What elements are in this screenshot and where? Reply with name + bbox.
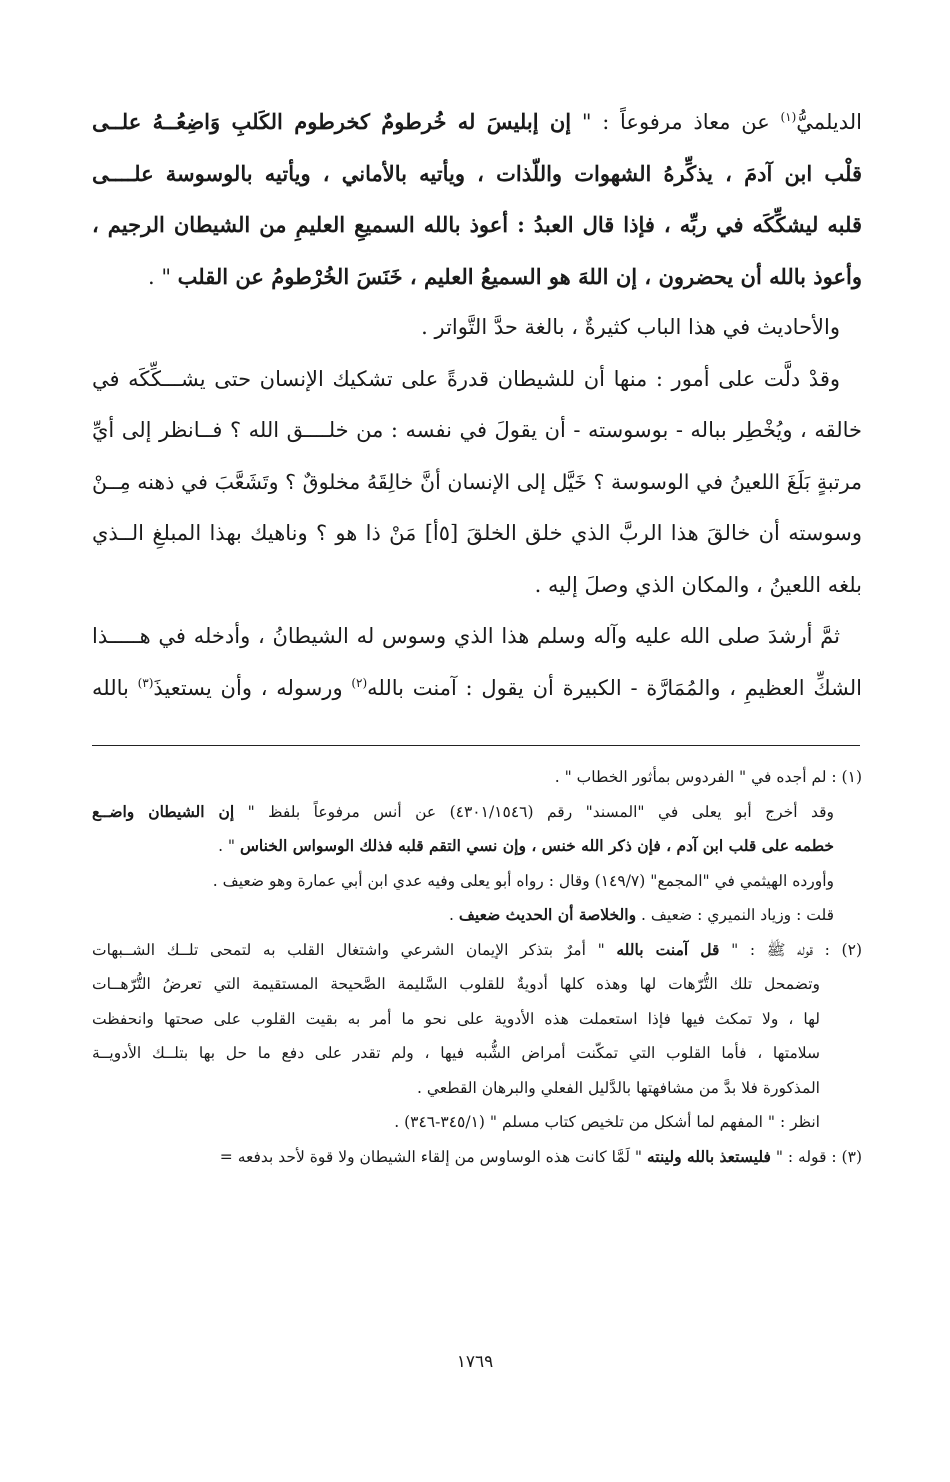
main-text-line	[92, 508, 862, 560]
footnote-line	[92, 967, 862, 1002]
footnote-line	[92, 760, 862, 795]
footnote-text-segment: سلامتها ، فأما القلوب التي تمكّنت أمراض الشُّبه فيها ، ولم تقدر على دفع ما حل بها بتلــك الأدويــة	[92, 1044, 820, 1062]
main-text-line	[92, 199, 862, 251]
main-text-line	[92, 611, 862, 663]
footnote-separator-line	[92, 745, 860, 746]
main-text-segment: " .	[147, 264, 178, 289]
footnote-text-segment: والخلاصة أن الحديث ضعيف	[458, 905, 637, 924]
main-text-segment: وقدْ دلَّت على أمور : منها أن للشيطان قدرةً على تشكيك الإنسان حتى يشـــكِّكَه في	[92, 366, 840, 391]
main-text-segment: قلبه ليشكِّكَه في ربِّه ، فإذا قال العبدُ : أعوذ بالله السميعِ العليمِ من الشيطان الرجيم ،	[92, 212, 862, 237]
main-text-line	[92, 354, 862, 406]
footnote-text-segment: وتضمحل تلك التُّرّهات لها وهذه كلها أدويةٌ للقلوب السَّليمة الصَّحيحة المستقيمة التي تعرضُ التُّرّهــات	[92, 975, 820, 993]
footnote-line	[92, 1036, 862, 1071]
footnote-text-segment: وأورده الهيثمي في "المجمع" (١٤٩/٧) وقال : رواه أبو يعلى وفيه عدي ابن أبي عمارة وهو ضعيف .	[212, 871, 834, 890]
main-text-line	[92, 405, 862, 457]
footnote-text-segment: إن الشيطان واضــع	[92, 801, 235, 821]
main-text-segment: والأحاديث في هذا الباب كثيرةٌ ، بالغة حدَّ التَّواتر .	[421, 315, 840, 339]
main-text-segment: مرتبةٍ بَلَغَ اللعينُ في الوسوسة ؟ خَيَّل إلى الإنسان أنَّ خالِقَهُ مخلوقٌ ؟ وتَشَعَّبَ في ذهنه مِــنْ	[92, 469, 862, 494]
main-text-segment: بلغه اللعينُ ، والمكان الذي وصلَ إليه .	[534, 572, 862, 597]
footnote-line	[92, 898, 862, 933]
footnote-reference: (٣)	[137, 675, 154, 690]
footnote-line	[92, 1071, 862, 1106]
main-text-line	[92, 663, 862, 715]
main-text-segment: وأعوذ بالله أن يحضرون ، إن اللهَ هو السميعُ العليم ، خَنَسَ الخُرْطومُ عن القلب	[177, 263, 862, 289]
footnote-reference: (١)	[780, 110, 797, 124]
main-text-segment: ورسوله ، وأن يستعيذَ	[153, 675, 352, 700]
footnote-text-segment: " أمرٌ بتذكر الإيمان الشرعي واشتغال القلب به لتمحى تلــك الشــبهات	[92, 940, 617, 959]
main-text-segment: عن معاذ مرفوعاً : "	[571, 110, 781, 134]
main-text-line	[92, 457, 862, 509]
footnote-line	[92, 933, 862, 968]
main-text-line	[92, 302, 862, 354]
footnote-text-segment: قل آمنت بالله	[616, 939, 720, 959]
footnote-text-segment: (١) : لم أجده في " الفردوس بمأثور الخطاب " .	[554, 768, 862, 786]
main-text-segment: قلْب ابن آدمَ ، يذكِّرهُ الشهوات واللّذات ، ويأتيه بالأماني ، ويأتيه بالوسوسة علــــى	[92, 160, 862, 186]
footnote-line	[92, 1105, 862, 1140]
footnote-text-segment: وقد أخرج أبو يعلى في "المسند" رقم (٤٣٠١/١٥٤٦) عن أنس مرفوعاً بلفظ "	[234, 802, 834, 821]
footnote-text-segment: (٢) : قوله ﷺ : "	[719, 940, 862, 959]
main-text-segment: بالله	[92, 675, 138, 700]
main-text-segment: إن إبليسَ له خُرطومٌ كخرطوم الكَلبِ وَاضِعُــهُ علــى	[92, 109, 572, 134]
main-text-segment: وسوسته أن خالقَ هذا الربَّ الذي خلق الخلقَ [٥أ] مَنْ ذا هو ؟ وناهيك بهذا المبلغِ الــذي	[92, 521, 862, 545]
footnote-text-segment: قلت : وزياد النميري : ضعيف .	[636, 906, 834, 924]
main-text-line	[92, 148, 862, 200]
footnotes-section	[92, 760, 862, 1174]
footnote-text-segment: لها ، ولا تمكث فيها فإذا استعملت هذه الأدوية على نحو ما أمر به بقيت القلوب على صحتها وانحفظت	[92, 1009, 820, 1028]
main-text-segment: خالقه ، ويُخْطِر بباله - بوسوسته - أن يقولَ في نفسه : من خلــــق الله ؟ فــانظر إلى أيِّ	[92, 418, 862, 442]
main-text-segment: الديلميُّ	[796, 110, 862, 134]
main-text-line	[92, 96, 862, 148]
footnote-text-segment: المذكورة فلا بدَّ من مشافهتها بالدَّليل الفعلي والبرهان القطعي .	[417, 1078, 820, 1097]
footnote-line	[92, 864, 862, 899]
footnote-text-segment: خطمه على قلب ابن آدم ، فإن ذكر الله خنس ، وإن نسي التقم قلبه فذلك الوسواس الخناس	[239, 836, 834, 855]
footnote-text-segment: " لَمَّا كانت هذه الوساوس من إلقاء الشيطان ولا قوة لأحد بدفعه =	[219, 1147, 647, 1166]
footnote-text-segment: فليستعذ بالله ولينته	[647, 1146, 771, 1166]
footnote-line	[92, 1002, 862, 1037]
footnote-reference: (٢)	[351, 675, 368, 690]
page-number: ١٧٦٩	[456, 1352, 494, 1372]
main-text-line	[92, 251, 862, 303]
footnote-text-segment: .	[449, 906, 459, 924]
footnote-text-segment: (٣) : قوله : "	[770, 1147, 862, 1166]
footnote-text-segment: " .	[218, 837, 240, 855]
main-text-segment: ثمَّ أرشدَ صلى الله عليه وآله وسلم هذا الذي وسوس له الشيطانُ ، وأدخله في هـــــذا	[92, 624, 840, 648]
footnote-text-segment: انظر : " المفهم لما أشكل من تلخيص كتاب مسلم " (٣٤٥/١-٣٤٦) .	[394, 1113, 820, 1131]
footnote-line	[92, 795, 862, 830]
footnote-line	[92, 829, 862, 864]
main-text-segment: الشكِّ العظيمِ ، والمُمَارَّة - الكبيرة أن يقول : آمنت بالله	[367, 675, 862, 700]
main-text-line	[92, 560, 862, 612]
main-text-body	[92, 96, 862, 714]
footnote-line	[92, 1140, 862, 1175]
